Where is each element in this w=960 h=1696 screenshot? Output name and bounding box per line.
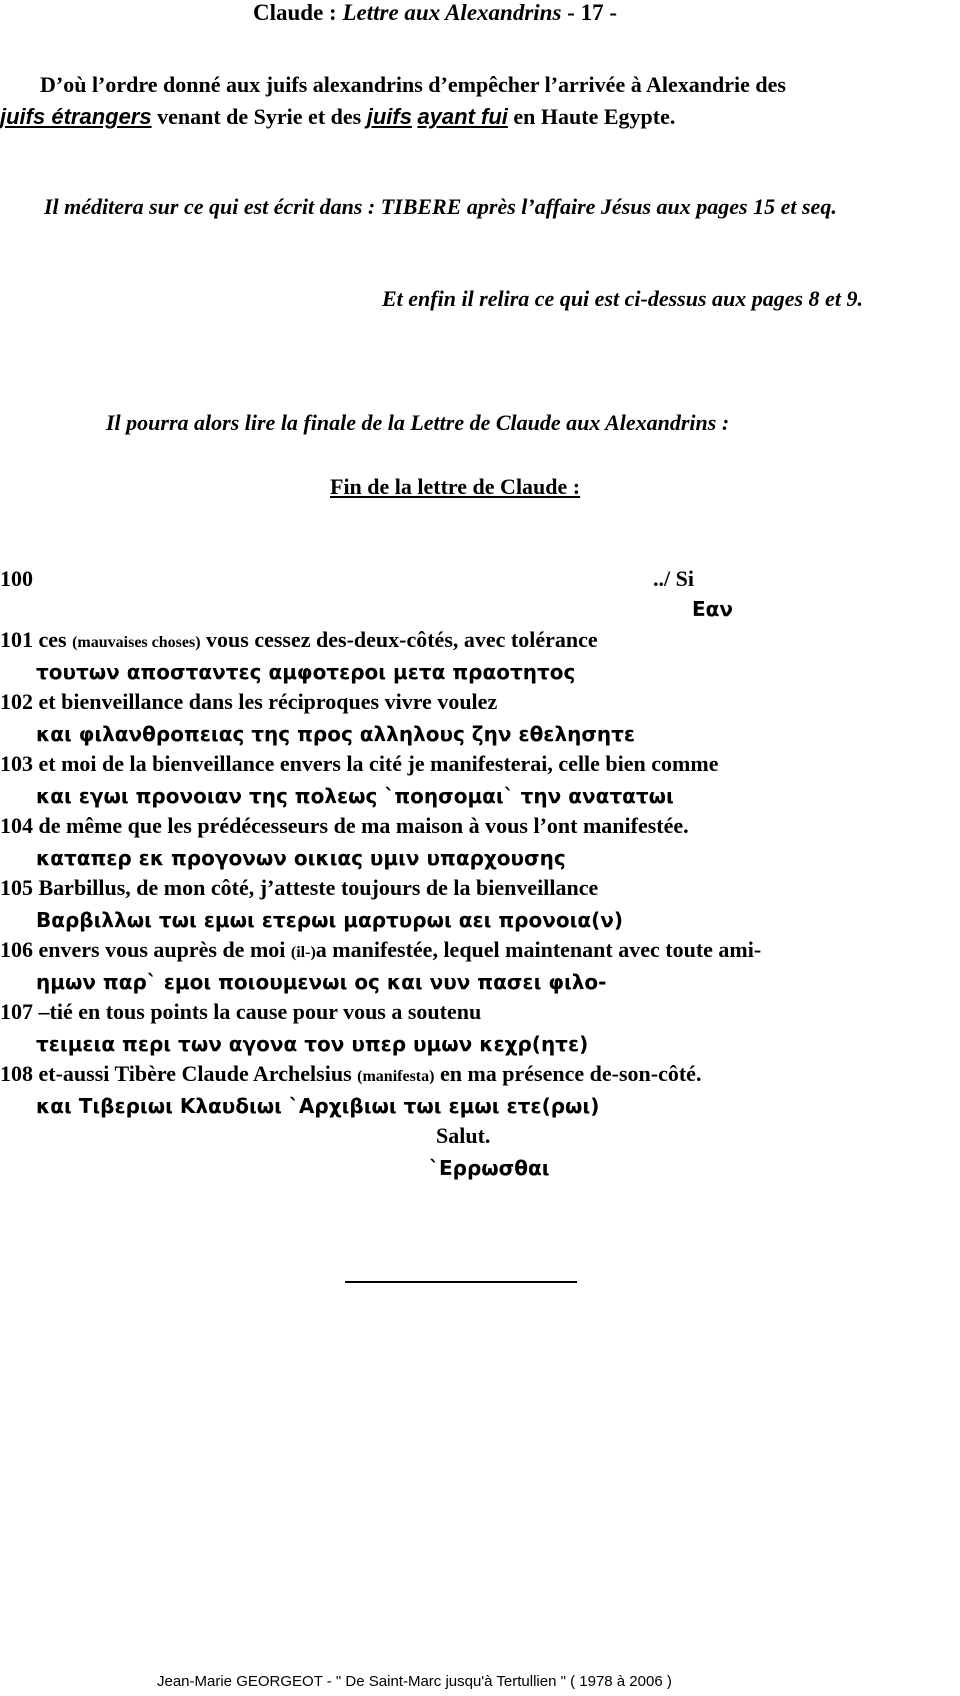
line-104: 104 de même que les prédécesseurs de ma maison à vous l’ont manifestée. xyxy=(0,813,689,838)
line-106-greek: ημων παρ` εμοι ποιουμενωι ος και νυν πασει φιλο- xyxy=(36,970,607,994)
line-105: 105 Barbillus, de mon côté, j’atteste toujours de la bienveillance xyxy=(0,875,599,900)
line-108 xyxy=(0,1061,701,1087)
salutation: Salut. xyxy=(436,1123,491,1148)
intro-line-1: D’où l’ordre donné aux juifs alexandrins d’empêcher l’arrivée à Alexandrie des xyxy=(40,72,786,97)
closing-separator-line xyxy=(345,1281,577,1283)
line-108-gloss: (manifesta) xyxy=(357,1068,435,1085)
line-102: 102 et bienveillance dans les réciproques vivre voulez xyxy=(0,689,498,714)
intro-phrase-juifs-etrangers: juifs étrangers xyxy=(0,104,152,129)
line-106-start: 106 envers vous auprès de moi xyxy=(0,937,291,962)
line-103-greek: και εγωι προνοιαν της πολεως `ποησομαι` την ανατατωι xyxy=(36,784,674,808)
line-101-gloss: (mauvaises choses) xyxy=(72,634,201,651)
line-108-end: en ma présence de-son-côté. xyxy=(434,1061,702,1086)
line-101 xyxy=(0,627,598,653)
salutation-greek: `Ερρωσθαι xyxy=(429,1156,550,1180)
section-title: Fin de la lettre de Claude : xyxy=(330,474,581,499)
intro-text-end: en Haute Egypte. xyxy=(507,104,676,129)
note-meditate: Il méditera sur ce qui est écrit dans : TIBERE après l’affaire Jésus aux pages 15 et seq. xyxy=(44,194,837,219)
line-105-greek: Βαρβιλλωι τωι εμωι ετερωι μαρτυρωι αει προνοια(ν) xyxy=(36,908,624,932)
intro-text: venant de Syrie et des xyxy=(151,104,367,129)
page-header xyxy=(253,0,617,26)
note-reread: Et enfin il relira ce qui est ci-dessus aux pages 8 et 9. xyxy=(382,286,863,311)
line-100-greek: Εαν xyxy=(692,597,734,621)
header-title: Lettre aux Alexandrins xyxy=(342,0,562,25)
line-102-greek: και φιλανθροπειας της προς αλληλους ζην εθελησητε xyxy=(36,722,636,746)
page-footer: Jean-Marie GEORGEOT - " De Saint-Marc jusqu'à Tertullien " ( 1978 à 2006 ) xyxy=(157,1673,672,1690)
line-107: 107 –tié en tous points la cause pour vous a soutenu xyxy=(0,999,482,1024)
line-100-text: ../ Si xyxy=(653,566,694,591)
line-107-greek: τειμεια περι των αγονα τον υπερ υμων κεχρ(ητε) xyxy=(36,1032,589,1056)
line-101-end: vous cessez des-deux-côtés, avec tolérance xyxy=(200,627,598,652)
header-page-number: - 17 - xyxy=(561,0,617,25)
line-106 xyxy=(0,937,761,963)
line-100-number: 100 xyxy=(0,566,33,591)
line-106-end: a manifestée, lequel maintenant avec toute ami- xyxy=(315,937,762,962)
intro-line-2 xyxy=(0,104,675,130)
header-prefix: Claude : xyxy=(253,0,343,25)
line-106-gloss: (il-) xyxy=(290,944,316,961)
line-108-greek: και Τιβεριωι Κλαυδιωι `Αρχιβιωι τωι εμωι ετε(ρωι) xyxy=(36,1094,600,1118)
intro-phrase-juifs: juifs xyxy=(366,104,412,129)
line-103: 103 et moi de la bienveillance envers la cité je manifesterai, celle bien comme xyxy=(0,751,719,776)
line-104-greek: καταπερ εκ προγονων οικιας υμιν υπαρχουσης xyxy=(36,846,566,870)
line-108-start: 108 et-aussi Tibère Claude Archelsius xyxy=(0,1061,358,1086)
line-101-start: 101 ces xyxy=(0,627,73,652)
line-101-greek: τουτων αποσταντες αμφοτεροι μετα πραοτητος xyxy=(36,660,576,684)
intro-phrase-ayant-fui: ayant fui xyxy=(417,104,508,129)
note-finale: Il pourra alors lire la finale de la Lettre de Claude aux Alexandrins : xyxy=(106,410,730,435)
